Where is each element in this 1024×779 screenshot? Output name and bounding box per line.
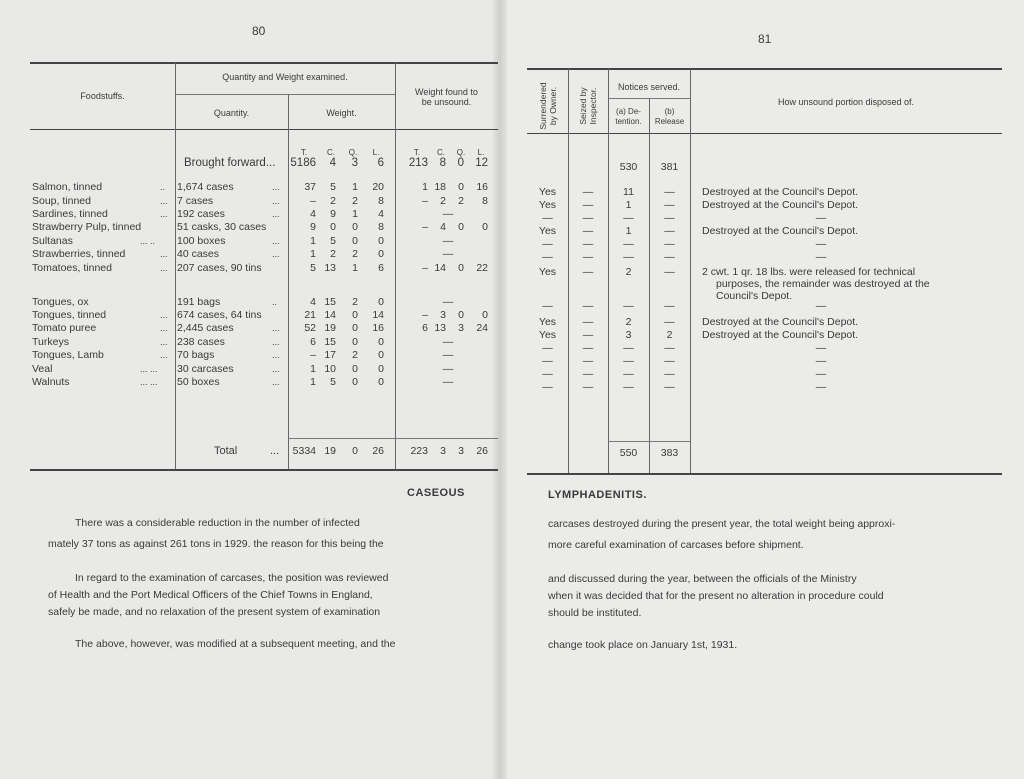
page-number-left: 80 (252, 24, 266, 38)
row-weight-value: 17 (324, 349, 336, 361)
row-surrendered: — (542, 251, 553, 263)
row-unsound-dash: — (442, 248, 454, 260)
row-disposal-text: Destroyed at the Council's Depot. (702, 316, 859, 328)
row-unsound-value: – (422, 309, 428, 321)
header-qty-weight-examined: Quantity and Weight examined. (222, 72, 348, 82)
row-unsound-value: 1 (422, 181, 428, 193)
row-weight-value: 0 (352, 336, 358, 348)
row-leader-dots: ... (160, 323, 168, 333)
row-quantity: 2,445 cases (177, 322, 234, 334)
row-leader-dots: ... (160, 310, 168, 320)
row-unsound-value: 22 (476, 262, 488, 274)
row-unsound-value: – (422, 195, 428, 207)
row-detention: — (623, 251, 634, 263)
row-disposal-text: Destroyed at the Council's Depot. (702, 225, 859, 237)
row-disposal-dash: — (815, 368, 827, 380)
row-disposal-dash: — (815, 238, 827, 250)
total-rule-left (288, 438, 498, 439)
row-weight-value: 1 (352, 181, 358, 193)
row-disposal-dash: — (815, 355, 827, 367)
row-unsound-value: 6 (422, 322, 428, 334)
header-surrendered (538, 67, 558, 145)
row-weight-value: 0 (378, 336, 384, 348)
paragraph-line-left: mately 37 tons as against 261 tons in 1929. the reason for this being the (48, 538, 384, 550)
unit-l: L. (372, 148, 380, 157)
row-detention: — (623, 238, 634, 250)
unit-q-unsound: Q. (456, 148, 466, 157)
row-quantity: 1,674 cases (177, 181, 234, 193)
row-leader-dots: ... (160, 337, 168, 347)
row-seized: — (582, 342, 594, 354)
row-unsound-dash: — (442, 235, 454, 247)
total-dots: ... (270, 445, 280, 457)
row-foodstuff: Soup, tinned (32, 195, 91, 207)
row-quantity: 30 carcases (177, 363, 234, 375)
row-unsound-value: 4 (440, 221, 446, 233)
row-leader-dots: ... (160, 350, 168, 360)
row-unsound-value: 0 (458, 262, 464, 274)
row-weight-value: 8 (378, 221, 384, 233)
row-release: — (664, 212, 675, 224)
row-weight-value: 0 (352, 221, 358, 233)
row-qty-dots: ... (272, 377, 280, 387)
row-surrendered: — (542, 212, 553, 224)
row-quantity: 100 boxes (177, 235, 226, 247)
row-seized: — (582, 186, 594, 198)
row-release: 2 (666, 329, 673, 341)
col-divider-weight (395, 63, 396, 469)
row-seized: — (582, 251, 594, 263)
row-weight-value: 2 (352, 349, 358, 361)
row-unsound-value: 13 (434, 322, 446, 334)
row-quantity: 674 cases, 64 tins (177, 309, 262, 321)
row-surrendered: — (542, 238, 553, 250)
row-unsound-value: 24 (476, 322, 488, 334)
section-title-right: LYMPHADENITIS. (548, 489, 647, 501)
row-leader-dots: ... (160, 196, 168, 206)
row-unsound-value: 8 (482, 195, 488, 207)
row-quantity: 51 casks, 30 cases (177, 221, 267, 233)
col-divider-qty (288, 95, 289, 469)
row-seized: — (582, 238, 594, 250)
total-release: 383 (660, 447, 679, 459)
row-leader-dots: ... (160, 249, 168, 259)
row-unsound-value: 3 (440, 309, 446, 321)
row-surrendered: — (542, 368, 553, 380)
bf-release: 381 (660, 161, 679, 173)
row-unsound-value: 16 (476, 181, 488, 193)
row-unsound-value: – (422, 221, 428, 233)
row-unsound-value: 18 (434, 181, 446, 193)
row-seized: — (582, 212, 594, 224)
row-seized: — (582, 355, 594, 367)
total-unsound-l: 26 (476, 445, 488, 457)
header-weight-unsound-1: Weight found to (415, 87, 478, 97)
header-detention (608, 107, 649, 127)
row-qty-dots: ... (272, 350, 280, 360)
unit-t: T. (300, 148, 308, 157)
row-weight-value: 0 (352, 322, 358, 334)
header-release-2: Release (654, 117, 685, 126)
header-subrule-left (175, 94, 395, 95)
row-unsound-dash: — (442, 336, 454, 348)
row-weight-value: 0 (378, 363, 384, 375)
row-weight-value: 2 (352, 296, 358, 308)
total-label: Total (214, 445, 238, 457)
row-foodstuff: Tomatoes, tinned (32, 262, 112, 274)
unit-c: C. (327, 148, 335, 157)
row-foodstuff: Tomato puree (32, 322, 97, 334)
bf-unsound-q: 0 (457, 157, 464, 169)
row-weight-value: 1 (310, 363, 316, 375)
unit-q: Q. (348, 148, 358, 157)
row-weight-value: 19 (324, 322, 336, 334)
row-detention: — (623, 381, 634, 393)
row-weight-value: 15 (324, 296, 336, 308)
row-weight-value: 2 (330, 195, 336, 207)
row-leader-dots: .. (160, 182, 166, 192)
row-qty-dots: ... (272, 364, 280, 374)
row-weight-value: 0 (378, 376, 384, 388)
row-qty-dots: .. (272, 297, 278, 307)
bf-weight-l: 6 (377, 157, 384, 169)
row-qty-dots: ... (272, 249, 280, 259)
header-quantity: Quantity. (213, 108, 250, 118)
col-divider-food (175, 63, 176, 469)
row-qty-dots: ... (272, 209, 280, 219)
row-unsound-value: – (422, 262, 428, 274)
total-unsound-q: 3 (458, 445, 464, 457)
row-weight-value: 0 (378, 349, 384, 361)
row-weight-value: 1 (310, 235, 316, 247)
row-weight-value: 1 (352, 262, 358, 274)
row-disposal-text: purposes, the remainder was destroyed at the (716, 278, 930, 290)
row-foodstuff: Turkeys (32, 336, 69, 348)
total-unsound-c: 3 (440, 445, 446, 457)
book-gutter (493, 0, 507, 779)
row-weight-value: 6 (310, 336, 316, 348)
row-weight-value: 52 (304, 322, 316, 334)
row-weight-value: 13 (324, 262, 336, 274)
row-disposal-text: Destroyed at the Council's Depot. (702, 199, 859, 211)
row-quantity: 207 cases, 90 tins (177, 262, 262, 274)
row-disposal-dash: — (815, 251, 827, 263)
paragraph-line-right: should be instituted. (548, 607, 642, 619)
row-foodstuff: Strawberry Pulp, tinned (32, 221, 142, 233)
row-surrendered: Yes (538, 186, 557, 198)
total-unsound-t: 223 (410, 445, 428, 457)
row-unsound-value: 2 (458, 195, 464, 207)
brought-forward-label: Brought forward... (184, 157, 276, 169)
row-foodstuff: Tongues, Lamb (32, 349, 104, 361)
row-foodstuff: Veal (32, 363, 53, 375)
row-detention: — (623, 342, 634, 354)
col-divider-release (690, 69, 691, 473)
row-weight-value: 4 (378, 208, 384, 220)
row-qty-dots: ... (272, 236, 280, 246)
row-weight-value: 1 (352, 208, 358, 220)
row-quantity: 7 cases (177, 195, 214, 207)
row-surrendered: Yes (538, 199, 557, 211)
row-disposal-text: 2 cwt. 1 qr. 18 lbs. were released for technical (702, 266, 916, 278)
row-detention: — (623, 300, 634, 312)
row-weight-value: 14 (324, 309, 336, 321)
row-weight-value: 9 (310, 221, 316, 233)
row-release: — (664, 342, 675, 354)
row-weight-value: – (310, 195, 316, 207)
row-quantity: 70 bags (177, 349, 215, 361)
row-release: — (664, 316, 675, 328)
row-unsound-dash: — (442, 363, 454, 375)
total-weight-l: 26 (372, 445, 384, 457)
bf-weight-t: 5186 (290, 157, 316, 169)
header-surrendered-1: Surrendered (538, 82, 548, 130)
unit-t-unsound: T. (413, 148, 421, 157)
row-weight-value: 15 (324, 336, 336, 348)
bf-detention: 530 (619, 161, 638, 173)
row-unsound-dash: — (442, 349, 454, 361)
row-foodstuff: Walnuts (32, 376, 70, 388)
row-seized: — (582, 266, 594, 278)
paragraph-line-right: more careful examination of carcases before shipment. (548, 539, 804, 551)
row-weight-value: 8 (378, 195, 384, 207)
page-number-right: 81 (758, 32, 772, 46)
table-bottom-rule-left (30, 469, 498, 471)
row-leader-dots: ... ... (140, 377, 158, 387)
row-unsound-value: 0 (482, 221, 488, 233)
row-quantity: 238 cases (177, 336, 225, 348)
row-weight-value: 14 (372, 309, 384, 321)
row-disposal-text: Destroyed at the Council's Depot. (702, 329, 859, 341)
row-weight-value: 5 (310, 262, 316, 274)
row-detention: 11 (623, 186, 634, 198)
row-unsound-value: 0 (482, 309, 488, 321)
row-weight-value: 0 (352, 376, 358, 388)
row-weight-value: 0 (352, 235, 358, 247)
total-detention: 550 (619, 447, 638, 459)
row-disposal-dash: — (815, 342, 827, 354)
header-notices-served: Notices served. (617, 82, 681, 92)
row-release: — (664, 355, 675, 367)
header-bottom-rule-left (30, 129, 498, 130)
row-leader-dots: ... ... (140, 364, 158, 374)
row-weight-value: 4 (310, 208, 316, 220)
row-disposal-text: Council's Depot. (716, 290, 793, 302)
bf-weight-c: 4 (329, 157, 336, 169)
row-detention: — (623, 355, 634, 367)
row-leader-dots: ... (160, 209, 168, 219)
row-release: — (664, 368, 675, 380)
row-weight-value: 5 (330, 235, 336, 247)
row-unsound-value: 2 (440, 195, 446, 207)
paragraph-line-right: when it was decided that for the present no alteration in procedure could (548, 590, 884, 602)
row-weight-value: 2 (352, 195, 358, 207)
row-detention: 2 (625, 316, 632, 328)
row-weight-value: 0 (378, 248, 384, 260)
row-seized: — (582, 368, 594, 380)
row-surrendered: Yes (538, 266, 557, 278)
row-unsound-value: 0 (458, 181, 464, 193)
row-foodstuff: Tongues, ox (32, 296, 89, 308)
paragraph-line-left: In regard to the examination of carcases, the position was reviewed (75, 572, 389, 584)
row-foodstuff: Tongues, tinned (32, 309, 107, 321)
bf-weight-q: 3 (351, 157, 358, 169)
row-foodstuff: Sardines, tinned (32, 208, 108, 220)
row-surrendered: — (542, 342, 553, 354)
row-release: — (664, 251, 675, 263)
row-weight-value: 20 (372, 181, 384, 193)
row-qty-dots: ... (272, 323, 280, 333)
header-seized (578, 67, 598, 145)
row-release: — (664, 225, 675, 237)
col-divider-detention (649, 99, 650, 473)
total-weight-c: 19 (324, 445, 336, 457)
row-weight-value: 6 (378, 262, 384, 274)
row-disposal-dash: — (815, 300, 827, 312)
row-weight-value: 16 (372, 322, 384, 334)
total-weight-t: 5334 (292, 445, 316, 457)
unit-c-unsound: C. (437, 148, 445, 157)
row-seized: — (582, 316, 594, 328)
row-detention: — (623, 368, 634, 380)
row-surrendered: — (542, 300, 553, 312)
header-release-1: (b) (664, 107, 675, 116)
row-seized: — (582, 300, 594, 312)
row-disposal-text: Destroyed at the Council's Depot. (702, 186, 859, 198)
row-weight-value: 1 (310, 248, 316, 260)
header-release (649, 107, 690, 127)
header-detention-2: tention. (615, 117, 642, 126)
row-unsound-value: 0 (458, 221, 464, 233)
header-seized-2: Inspector. (588, 87, 598, 125)
row-qty-dots: ... (272, 337, 280, 347)
row-unsound-dash: — (442, 376, 454, 388)
row-qty-dots: ... (272, 182, 280, 192)
row-seized: — (582, 381, 594, 393)
total-rule-right (608, 441, 690, 442)
header-surrendered-2: by Owner. (548, 86, 558, 126)
row-foodstuff: Salmon, tinned (32, 181, 103, 193)
paragraph-line-left: The above, however, was modified at a subsequent meeting, and the (75, 638, 396, 650)
row-unsound-value: 0 (458, 309, 464, 321)
row-weight-value: 0 (378, 296, 384, 308)
paragraph-line-left: There was a considerable reduction in the number of infected (75, 517, 360, 529)
row-detention: 1 (625, 199, 632, 211)
row-weight-value: 0 (330, 221, 336, 233)
row-leader-dots: ... (160, 263, 168, 273)
row-release: — (664, 381, 675, 393)
row-detention: 2 (625, 266, 632, 278)
header-foodstuffs: Foodstuffs. (80, 91, 125, 101)
bf-unsound-c: 8 (439, 157, 446, 169)
row-detention: 3 (625, 329, 632, 341)
row-weight-value: 10 (324, 363, 336, 375)
header-weight: Weight. (326, 108, 357, 118)
row-release: — (664, 186, 675, 198)
row-surrendered: Yes (538, 225, 557, 237)
row-surrendered: — (542, 381, 553, 393)
row-weight-value: 2 (352, 248, 358, 260)
row-disposal-dash: — (815, 212, 827, 224)
header-seized-1: Seized by (578, 87, 588, 125)
row-surrendered: — (542, 355, 553, 367)
table-bottom-rule-right (527, 473, 1002, 475)
header-bottom-rule-right (527, 133, 1002, 134)
paragraph-line-left: safely be made, and no relaxation of the present system of examination (48, 606, 381, 618)
row-quantity: 50 boxes (177, 376, 220, 388)
row-unsound-dash: — (442, 296, 454, 308)
row-detention: — (623, 212, 634, 224)
row-release: — (664, 199, 675, 211)
row-disposal-dash: — (815, 381, 827, 393)
row-qty-dots: ... (272, 196, 280, 206)
row-weight-value: 4 (310, 296, 316, 308)
row-unsound-value: 3 (458, 322, 464, 334)
paragraph-line-left: of Health and the Port Medical Officers of the Chief Towns in England, (48, 589, 373, 601)
table-top-rule-right (527, 68, 1002, 70)
row-weight-value: – (310, 349, 316, 361)
row-foodstuff: Strawberries, tinned (32, 248, 126, 260)
row-weight-value: 0 (378, 235, 384, 247)
row-unsound-value: 14 (434, 262, 446, 274)
row-weight-value: 2 (330, 248, 336, 260)
header-disposed: How unsound portion disposed of. (777, 97, 915, 107)
row-release: — (664, 266, 675, 278)
row-quantity: 192 cases (177, 208, 225, 220)
row-surrendered: Yes (538, 316, 557, 328)
row-seized: — (582, 329, 594, 341)
row-weight-value: 0 (352, 363, 358, 375)
row-leader-dots: ... .. (140, 236, 156, 246)
paragraph-line-right: change took place on January 1st, 1931. (548, 639, 738, 651)
row-weight-value: 37 (304, 181, 316, 193)
row-detention: 1 (625, 225, 632, 237)
header-detention-1: (a) De- (616, 107, 641, 116)
row-weight-value: 5 (330, 181, 336, 193)
row-release: — (664, 238, 675, 250)
row-surrendered: Yes (538, 329, 557, 341)
bf-unsound-t: 213 (408, 157, 428, 169)
row-weight-value: 1 (310, 376, 316, 388)
row-seized: — (582, 199, 594, 211)
paragraph-line-right: carcases destroyed during the present year, the total weight being approxi- (548, 518, 896, 530)
row-foodstuff: Sultanas (32, 235, 73, 247)
section-title-left: CASEOUS (407, 487, 465, 499)
row-seized: — (582, 225, 594, 237)
row-quantity: 40 cases (177, 248, 220, 260)
row-weight-value: 9 (330, 208, 336, 220)
table-top-rule-left (30, 62, 498, 64)
header-weight-unsound-2: be unsound. (421, 97, 472, 107)
row-weight-value: 21 (304, 309, 316, 321)
row-unsound-dash: — (442, 208, 454, 220)
row-quantity: 191 bags (177, 296, 221, 308)
paragraph-line-right: and discussed during the year, between the officials of the Ministry (548, 573, 857, 585)
bf-unsound-l: 12 (475, 157, 488, 169)
row-weight-value: 5 (330, 376, 336, 388)
total-weight-q: 0 (352, 445, 358, 457)
row-weight-value: 0 (352, 309, 358, 321)
unit-l-unsound: L. (477, 148, 485, 157)
row-release: — (664, 300, 675, 312)
